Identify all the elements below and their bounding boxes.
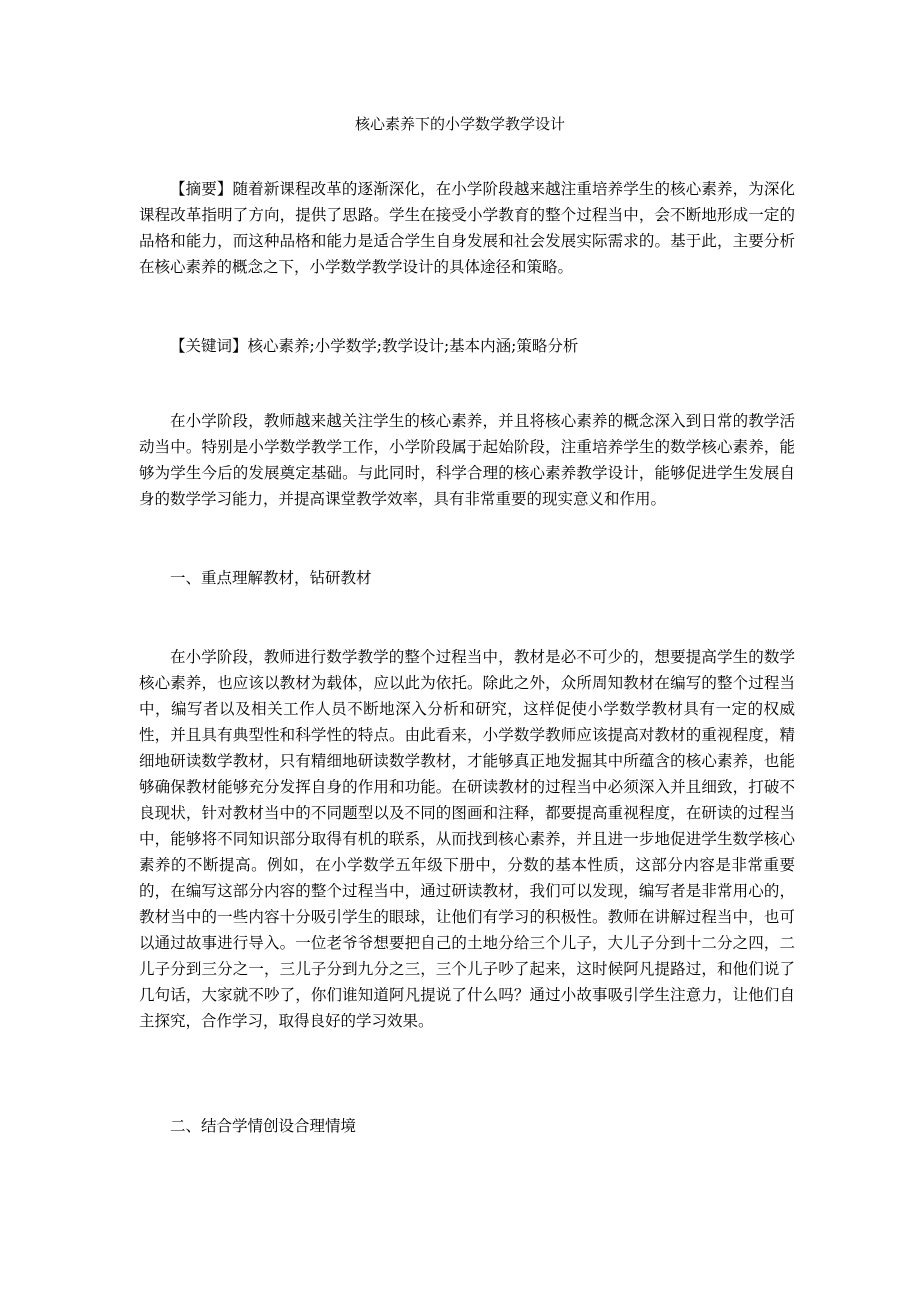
abstract-paragraph: 【摘要】随着新课程改革的逐渐深化，在小学阶段越来越注重培养学生的核心素养，为深化课程改革指明了方向，提供了思路。学生在接受小学教育的整个过程当中，会不断地形成一定的品格和能力，而这种品格和能力是适合学生自身发展和社会发展实际需求的。基于此，主要分析在核心素养的概念之下，小学数学教学设计的具体途径和策略。 xyxy=(139,180,795,276)
intro-paragraph: 在小学阶段，教师越来越关注学生的核心素养，并且将核心素养的概念深入到日常的教学活动当中。特别是小学数学教学工作，小学阶段属于起始阶段，注重培养学生的数学核心素养，能够为学生今后的发展奠定基础。与此同时，科学合理的核心素养教学设计，能够促进学生发展自身的数学学习能力，并提高课堂教学效率，具有非常重要的现实意义和作用。 xyxy=(139,412,795,508)
document-title: 核心素养下的小学数学教学设计 xyxy=(354,115,565,133)
keywords-paragraph: 【关键词】核心素养;小学数学;教学设计;基本内涵;策略分析 xyxy=(170,337,579,355)
section-1-body: 在小学阶段，教师进行数学教学的整个过程当中，教材是必不可少的，想要提高学生的数学核心素养，也应该以教材为载体，应以此为依托。除此之外，众所周知教材在编写的整个过程当中，编写者以及相关工作人员不断地深入分析和研究，这样促使小学数学教材具有一定的权威性，并且具有典型性和科学性的特点。由此看来，小学数学教师应该提高对教材的重视程度，精细地研读数学教材，只有精细地研读数学教材，才能够真正地发掘其中所蕴含的核心素养，也能够确保教材能够充分发挥自身的作用和功能。在研读教材的过程当中必须深入并且细致，打破不良现状，针对教材当中的不同题型以及不同的图画和注释，都要提高重视程度，在研读的过程当中，能够将不同知识部分取得有机的联系，从而找到核心素养，并且进一步地促进学生数学核心素养的不断提高。例如，在小学数学五年级下册中，分数的基本性质，这部分内容是非常重要的，在编写这部分内容的整个过程当中，通过研读教材，我们可以发现，编写者是非常用心的，教材当中的一些内容十分吸引学生的眼球，让他们有学习的积极性。教师在讲解过程当中，也可以通过故事进行导入。一位老爷爷想要把自己的土地分给三个儿子，大儿子分到十二分之四，二儿子分到三分之一，三儿子分到九分之三，三个儿子吵了起来，这时候阿凡提路过，和他们说了几句话，大家就不吵了，你们谁知道阿凡提说了什么吗？通过小故事吸引学生注意力，让他们自主探究，合作学习，取得良好的学习效果。 xyxy=(139,648,795,1030)
section-2-heading: 二、结合学情创设合理情境 xyxy=(170,1117,357,1135)
section-1-heading: 一、重点理解教材，钻研教材 xyxy=(170,569,372,587)
